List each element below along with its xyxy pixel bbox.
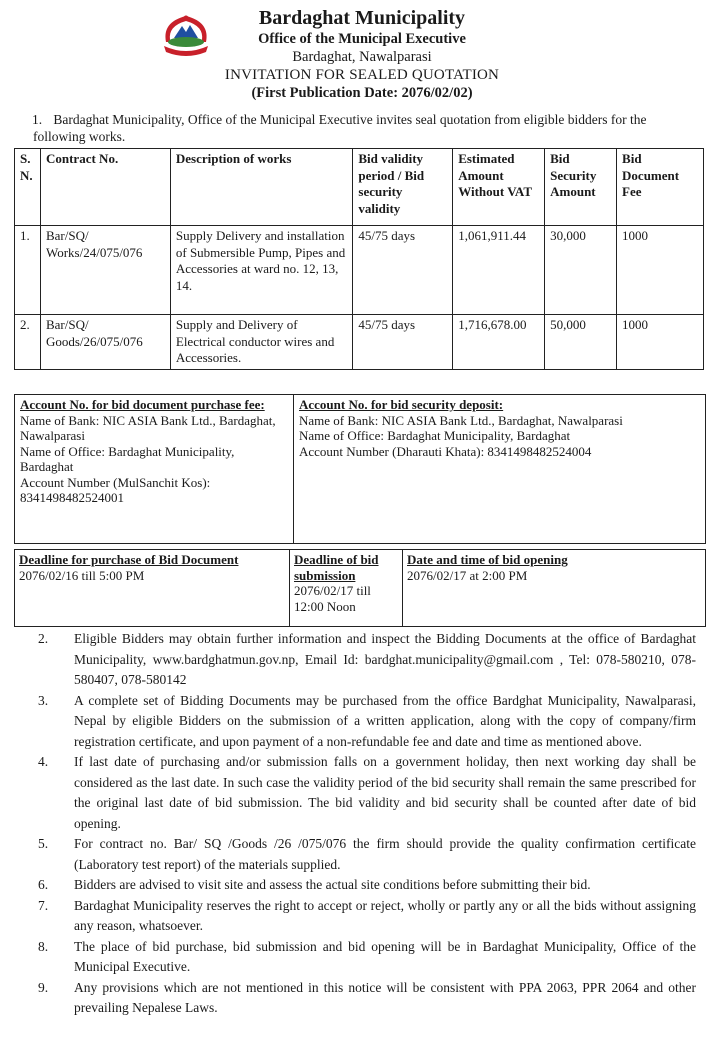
list-item: 5. For contract no. Bar/ SQ /Goods /26 /075/076 the firm should provide the quality confirmation certificate (Laboratory test report) of the materials supplied. bbox=[38, 836, 696, 872]
submission-deadline bbox=[290, 550, 403, 626]
header-description: Description of works bbox=[170, 149, 353, 226]
list-item: 7. Bardaghat Municipality reserves the right to accept or reject, wholly or partly any or all the bids without assigning any reason, whatsoever. bbox=[38, 897, 696, 933]
deposit-office-name: Name of Office: Bardaghat Municipality, Bardaghat bbox=[299, 428, 571, 443]
cell-description: Supply Delivery and installation of Submersible Pump, Pipes and Accessories at ward no. 12, 13, 14. bbox=[170, 226, 353, 315]
cell-contract-no: Bar/SQ/ Works/24/075/076 bbox=[40, 226, 170, 315]
list-item: 2. Eligible Bidders may obtain further information and inspect the Bidding Documents at the office of Bardaghat Municipality, www.bardghatmun.gov.np, Email Id: bardghat.municipality@gmail.com , Tel: 078-580210, 078-580407, 078-580142 bbox=[38, 631, 696, 687]
deposit-account bbox=[294, 395, 705, 543]
intro-text: Bardaghat Municipality, Office of the Municipal Executive invites seal quotation from eligible bidders for the following works. bbox=[33, 112, 647, 144]
municipality-title: Bardaghat Municipality bbox=[258, 7, 466, 29]
cell-document-fee: 1000 bbox=[617, 315, 704, 370]
intro-paragraph bbox=[33, 111, 695, 145]
purchase-bank-name: Name of Bank: NIC ASIA Bank Ltd., Bardaghat, Nawalparasi bbox=[20, 412, 276, 443]
list-item: 3. A complete set of Bidding Documents may be purchased from the office Bardghat Municipality, Nawalparasi, Nepal by eligible Bidders on the submission of a written application, along with the copy of company/firm registration certificate, and upon payment of a non-refundable fee and date and time as mentioned above. bbox=[38, 692, 696, 749]
header-contract-no: Contract No. bbox=[40, 149, 170, 226]
purchase-account bbox=[15, 395, 294, 543]
opening-date-heading: Date and time of bid opening bbox=[407, 552, 568, 567]
opening-date bbox=[403, 550, 705, 626]
intro-number: 1. bbox=[32, 112, 43, 127]
cell-estimated-amount: 1,716,678.00 bbox=[453, 315, 545, 370]
purchase-account-heading: Account No. for bid document purchase fee: bbox=[20, 397, 265, 412]
deposit-account-number: Account Number (Dharauti Khata): 8341498482524004 bbox=[299, 443, 592, 459]
submission-deadline-value: 2076/02/17 till 12:00 Noon bbox=[294, 583, 371, 614]
purchase-deadline-heading: Deadline for purchase of Bid Document bbox=[19, 552, 239, 567]
purchase-deadline bbox=[15, 550, 290, 626]
purchase-deadline-value: 2076/02/16 till 5:00 PM bbox=[19, 567, 145, 583]
table-row bbox=[15, 315, 704, 370]
cell-estimated-amount: 1,061,911.44 bbox=[453, 226, 545, 315]
header-sn: S. N. bbox=[15, 149, 41, 226]
list-item: 8. The place of bid purchase, bid submission and bid opening will be in Bardaghat Municipality, Office of the Municipal Executive. bbox=[38, 938, 696, 974]
opening-date-value: 2076/02/17 at 2:00 PM bbox=[407, 567, 528, 583]
list-item: 9. Any provisions which are not mentioned in this notice will be consistent with PPA 2063, PPR 2064 and other prevailing Nepalese Laws. bbox=[38, 979, 696, 1015]
deposit-account-heading: Account No. for bid security deposit: bbox=[299, 397, 504, 412]
purchase-office-name: Name of Office: Bardaghat Municipality, Bardaghat bbox=[20, 443, 235, 474]
header-bid-security: Bid Security Amount bbox=[545, 149, 617, 226]
cell-bid-security: 30,000 bbox=[545, 226, 617, 315]
works-table bbox=[14, 148, 704, 370]
header-document-fee: Bid Document Fee bbox=[617, 149, 704, 226]
office-location: Bardaghat, Nawalparasi bbox=[292, 49, 432, 65]
office-name: Office of the Municipal Executive bbox=[258, 31, 466, 47]
cell-sn: 1. bbox=[15, 226, 41, 315]
deposit-bank-name: Name of Bank: NIC ASIA Bank Ltd., Bardaghat, Nawalparasi bbox=[299, 412, 623, 428]
list-item: 6. Bidders are advised to visit site and assess the actual site conditions before submitting their bid. bbox=[38, 877, 591, 892]
table-header-row bbox=[15, 149, 704, 226]
cell-bid-validity: 45/75 days bbox=[353, 226, 453, 315]
cell-contract-no: Bar/SQ/ Goods/26/075/076 bbox=[40, 315, 170, 370]
publication-date: (First Publication Date: 2076/02/02) bbox=[251, 85, 473, 101]
submission-deadline-heading: Deadline of bid submission bbox=[294, 552, 379, 583]
cell-sn: 2. bbox=[15, 315, 41, 370]
cell-bid-validity: 45/75 days bbox=[353, 315, 453, 370]
invitation-heading: INVITATION FOR SEALED QUOTATION bbox=[224, 67, 500, 83]
cell-document-fee: 1000 bbox=[617, 226, 704, 315]
table-row bbox=[15, 226, 704, 315]
purchase-account-number: Account Number (MulSanchit Kos): 8341498482524001 bbox=[20, 474, 211, 505]
notice-header bbox=[0, 6, 714, 102]
deadlines-box bbox=[14, 549, 706, 627]
header-estimated-amount: Estimated Amount Without VAT bbox=[453, 149, 545, 226]
cell-bid-security: 50,000 bbox=[545, 315, 617, 370]
list-item: 4. If last date of purchasing and/or submission falls on a government holiday, then next working day shall be considered as the last date. In such case the validity period of the bid security shall remain the same prescribed for the original last date of bid submission. The bid validity and bid security shall be counted after date of bid opening. bbox=[38, 754, 696, 831]
cell-description: Supply and Delivery of Electrical conductor wires and Accessories. bbox=[170, 315, 353, 370]
header-bid-validity: Bid validity period / Bid security validity bbox=[353, 149, 453, 226]
account-info-box bbox=[14, 394, 706, 544]
terms-list bbox=[30, 629, 696, 1019]
